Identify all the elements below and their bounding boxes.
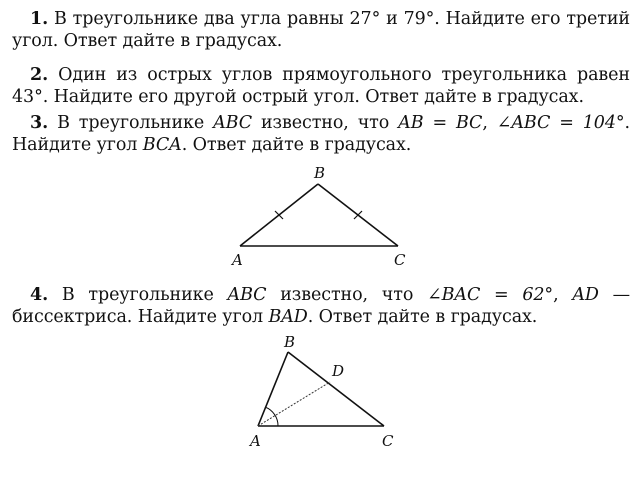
problem-4-bisector-name: AD: [572, 285, 599, 305]
problem-3-text-b: известно, что: [252, 113, 399, 133]
problem-4-asked-angle: BAD: [268, 307, 308, 327]
problem-4: [12, 284, 630, 328]
problem-4-text-c: — биссектриса. Найдите угол: [12, 285, 631, 327]
problem-3-text-a: В треугольнике: [57, 113, 214, 133]
problem-2-text: Один из острых углов прямоугольного треугольника равен 43°. Найдите его другой острый угол. Ответ дайте в градусах.: [12, 65, 630, 107]
problem-3-text-d: . Ответ дайте в градусах.: [181, 135, 412, 155]
problem-3-angle-value: ∠ABC = 104°: [496, 113, 625, 133]
problem-4-text-d: . Ответ дайте в градусах.: [307, 307, 538, 327]
problem-4-figure: [244, 334, 404, 452]
problem-4-triangle-name: ABC: [227, 285, 267, 305]
vertex-label-c: C: [382, 432, 394, 450]
vertex-label-b: B: [284, 333, 296, 351]
vertex-label-b: B: [314, 164, 326, 182]
problem-3-triangle-name: ABC: [213, 113, 252, 133]
problem-3-text-c: . Найдите угол: [12, 113, 630, 155]
side-ab: [258, 352, 288, 426]
problem-3-asked-angle: BCA: [142, 135, 182, 155]
problem-4-angle-value: ∠BAC = 62°: [427, 285, 554, 305]
vertex-label-a: A: [232, 251, 243, 269]
problem-3-separator: ,: [482, 113, 497, 133]
vertex-label-d: D: [332, 362, 345, 380]
problem-3-equality: AB = BC: [398, 113, 483, 133]
problem-4-number: 4.: [30, 285, 49, 305]
problem-1-number: 1.: [30, 9, 49, 29]
problem-1: [12, 8, 630, 52]
problem-1-text: В треугольнике два угла равны 27° и 79°. Найдите его третий угол. Ответ дайте в градусах.: [12, 9, 630, 51]
bisector-ad: [258, 382, 330, 426]
vertex-label-c: C: [394, 251, 406, 269]
problem-2-number: 2.: [30, 65, 49, 85]
problem-4-text-a: В треугольнике: [61, 285, 228, 305]
problem-3: [12, 112, 630, 156]
problem-2: [12, 64, 630, 108]
vertex-label-a: A: [250, 432, 261, 450]
angle-arc-a: [265, 407, 278, 426]
problem-3-figure: [228, 162, 408, 270]
problem-3-number: 3.: [30, 113, 49, 133]
problem-4-separator: ,: [553, 285, 573, 305]
problem-4-text-b: известно, что: [266, 285, 428, 305]
